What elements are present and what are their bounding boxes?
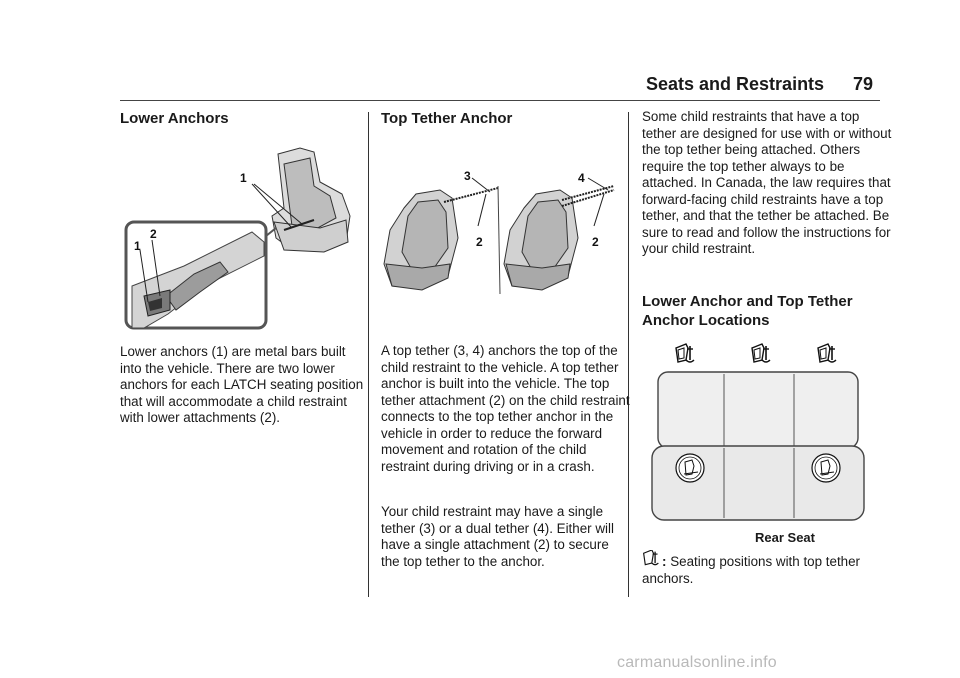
rear-seat-back bbox=[652, 372, 864, 520]
figure-caption: Rear Seat bbox=[755, 530, 815, 545]
section-heading-lower-anchors: Lower Anchors bbox=[120, 110, 229, 127]
top-tether-text: A top tether (3, 4) anchors the top of the child restraint to the vehicle. A top tether anchor is built into the vehicle. The top tether attachment (2) on the child restraint connects to the top tether anchor in the vehicle in order to reduce the forward movement and rotation of the child restraint during driving or in a crash. bbox=[381, 343, 630, 474]
top-tether-illustration bbox=[382, 168, 622, 294]
tether-anchor-icon bbox=[642, 550, 660, 568]
callout-4: 4 bbox=[578, 171, 585, 185]
legend bbox=[642, 550, 892, 587]
child-seat-single-tether bbox=[384, 190, 458, 290]
top-tether-text-2: Your child restraint may have a single tether (3) or a dual tether (4). Either will have a single attachment (2) to secure the top tether to the anchor. bbox=[381, 504, 614, 569]
callout-3: 3 bbox=[464, 169, 471, 183]
callout-1-inset: 1 bbox=[134, 239, 141, 253]
section-heading-top-tether-anchor: Top Tether Anchor bbox=[381, 110, 513, 127]
legend-colon: : bbox=[662, 554, 667, 569]
callout-2-left: 2 bbox=[476, 235, 483, 249]
tether-anchor-icon bbox=[676, 344, 836, 362]
section-heading-anchor-locations: Lower Anchor and Top Tether Anchor Locations bbox=[642, 293, 853, 329]
header-rule bbox=[120, 100, 880, 101]
rear-seat-diagram bbox=[650, 340, 872, 526]
tether-requirements-text: Some child restraints that have a top tether are designed for use with or without the top tether being attached. Others require the top tether always to be attached. In Canada, the law requires that forward-facing child restraints have a top tether, and that the tether be attached. Be sure to read and follow the instructions for your child restraint. bbox=[642, 109, 892, 256]
lower-anchors-text: Lower anchors (1) are metal bars built into the vehicle. There are two lower anchors for each LATCH seating position that will accommodate a child restraint with lower attachments (2). bbox=[120, 344, 364, 425]
page-number: 79 bbox=[853, 74, 874, 94]
legend-text: Seating positions with top tether anchors. bbox=[642, 554, 861, 586]
callout-2-right: 2 bbox=[592, 235, 599, 249]
callout-1-top: 1 bbox=[240, 171, 247, 185]
callout-2: 2 bbox=[150, 227, 157, 241]
lower-anchors-illustration bbox=[124, 146, 362, 332]
page-header-title: Seats and Restraints bbox=[646, 74, 825, 94]
watermark: carmanualsonline.info bbox=[617, 654, 777, 671]
child-seat-drawing bbox=[272, 148, 350, 252]
